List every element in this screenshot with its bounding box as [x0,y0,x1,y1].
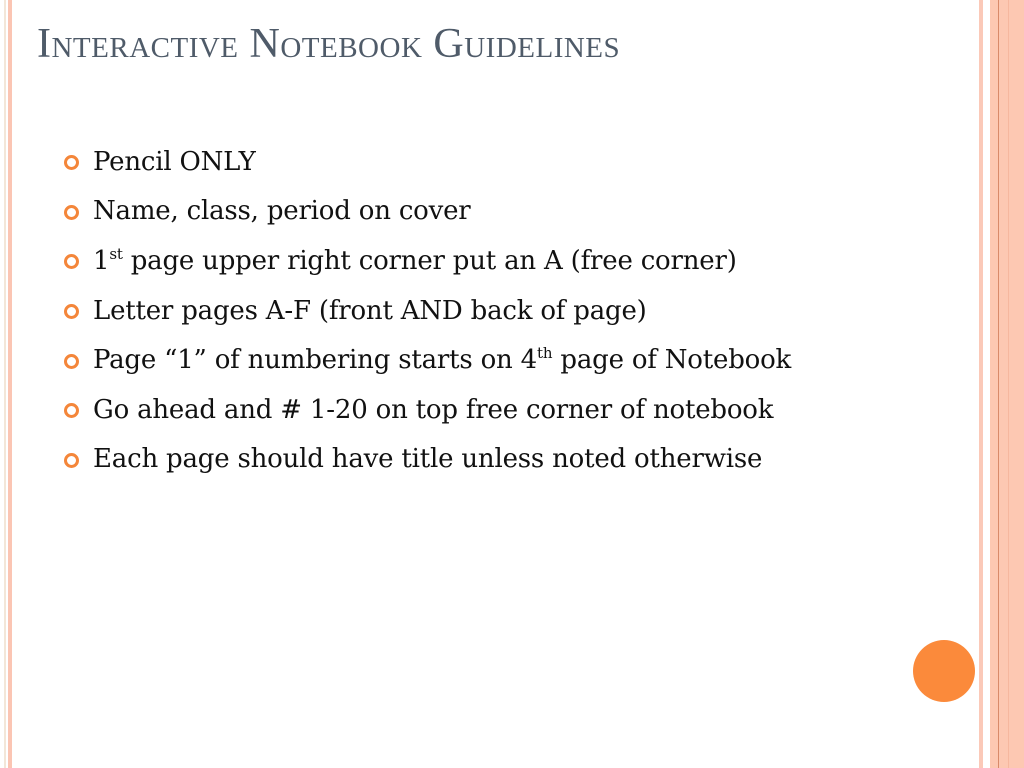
bullet-item [64,187,791,237]
bullet-text: Page “1” of numbering starts on 4th page of Notebook [93,344,792,376]
slide-title: Interactive Notebook Guidelines [37,21,621,67]
superscript: st [109,244,123,263]
bullet-text: Pencil ONLY [93,146,256,177]
bullet-item [64,385,791,435]
bullet-list [64,137,791,484]
hollow-circle-bullet-icon [64,254,79,269]
superscript: th [537,344,553,363]
bullet-text: Name, class, period on cover [93,196,471,227]
bullet-text: Each page should have title unless noted otherwise [93,444,763,475]
bullet-text: 1st page upper right corner put an A (free corner) [93,244,737,276]
hollow-circle-bullet-icon [64,453,79,468]
bullet-item [64,236,791,286]
bullet-text: Go ahead and # 1-20 on top free corner of notebook [93,394,774,425]
orange-circle-icon [913,640,975,702]
bullet-item [64,435,791,485]
right-border-stripe-thin [979,0,983,768]
bullet-item [64,137,791,187]
left-border-stripe-accent [8,0,12,768]
bullet-item [64,335,791,385]
hollow-circle-bullet-icon [64,304,79,319]
right-border-band [990,0,1024,768]
left-border-stripe [4,0,6,768]
hollow-circle-bullet-icon [64,354,79,369]
hollow-circle-bullet-icon [64,155,79,170]
right-border-line-light [1008,0,1009,768]
hollow-circle-bullet-icon [64,403,79,418]
hollow-circle-bullet-icon [64,205,79,220]
right-border-line-dark [998,0,999,768]
bullet-text: Letter pages A-F (front AND back of page) [93,295,647,326]
bullet-item [64,286,791,336]
